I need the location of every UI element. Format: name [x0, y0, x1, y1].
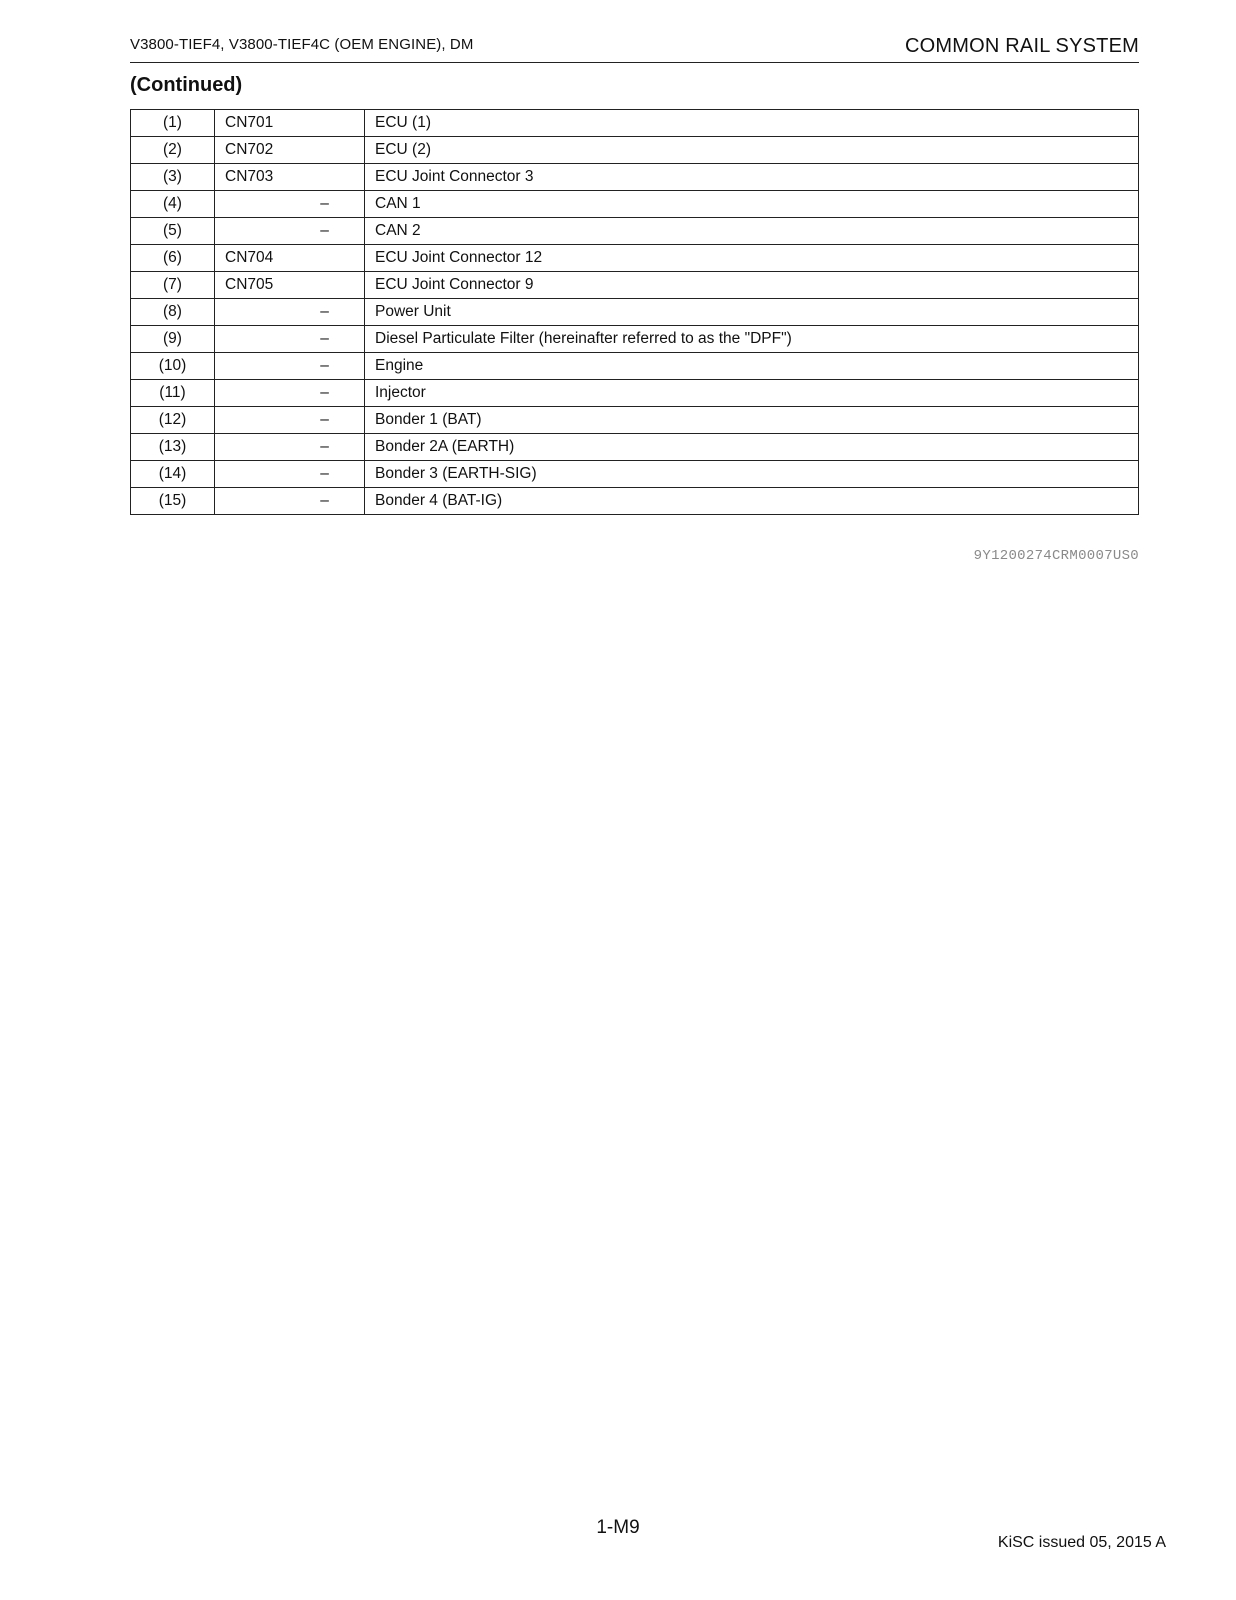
table-row — [131, 218, 1139, 245]
connector-code-dash: – — [320, 465, 329, 482]
table-row — [131, 272, 1139, 299]
connector-code — [215, 299, 365, 326]
item-description: Bonder 2A (EARTH) — [365, 434, 1139, 461]
connector-code — [215, 353, 365, 380]
connector-code-dash: – — [320, 492, 329, 509]
connector-code — [215, 218, 365, 245]
item-description: ECU Joint Connector 9 — [365, 272, 1139, 299]
table-row — [131, 299, 1139, 326]
connector-code: CN703 — [215, 164, 365, 191]
item-number: (13) — [131, 434, 215, 461]
table-row — [131, 326, 1139, 353]
table-row — [131, 137, 1139, 164]
item-number: (8) — [131, 299, 215, 326]
item-description: Bonder 1 (BAT) — [365, 407, 1139, 434]
connector-code-dash: – — [320, 303, 329, 320]
connector-code — [215, 488, 365, 515]
connector-code — [215, 461, 365, 488]
connector-code-dash: – — [320, 330, 329, 347]
item-description: ECU Joint Connector 3 — [365, 164, 1139, 191]
table-row — [131, 380, 1139, 407]
connector-code-dash: – — [320, 384, 329, 401]
table-row — [131, 164, 1139, 191]
table-row — [131, 461, 1139, 488]
connector-code: CN705 — [215, 272, 365, 299]
connector-code: CN702 — [215, 137, 365, 164]
item-number: (2) — [131, 137, 215, 164]
connector-code-dash: – — [320, 195, 329, 212]
table-row — [131, 407, 1139, 434]
item-description: CAN 1 — [365, 191, 1139, 218]
item-description: CAN 2 — [365, 218, 1139, 245]
connector-code — [215, 434, 365, 461]
item-number: (1) — [131, 110, 215, 137]
item-number: (14) — [131, 461, 215, 488]
item-number: (3) — [131, 164, 215, 191]
table-row — [131, 488, 1139, 515]
connector-code-dash: – — [320, 222, 329, 239]
item-description: Injector — [365, 380, 1139, 407]
connector-code-dash: – — [320, 411, 329, 428]
item-number: (10) — [131, 353, 215, 380]
table-row — [131, 353, 1139, 380]
table-row — [131, 434, 1139, 461]
document-code: 9Y1200274CRM0007US0 — [973, 548, 1139, 564]
page-number: 1-M9 — [596, 1517, 640, 1538]
item-description: ECU (1) — [365, 110, 1139, 137]
item-number: (12) — [131, 407, 215, 434]
table-row — [131, 191, 1139, 218]
connector-code — [215, 191, 365, 218]
connector-code — [215, 326, 365, 353]
item-description: ECU (2) — [365, 137, 1139, 164]
item-description: ECU Joint Connector 12 — [365, 245, 1139, 272]
connector-code — [215, 380, 365, 407]
connector-code: CN701 — [215, 110, 365, 137]
item-number: (5) — [131, 218, 215, 245]
issue-note: KiSC issued 05, 2015 A — [997, 1534, 1166, 1551]
item-description: Power Unit — [365, 299, 1139, 326]
header-model: V3800-TIEF4, V3800-TIEF4C (OEM ENGINE), DM — [130, 36, 474, 53]
item-description: Diesel Particulate Filter (hereinafter referred to as the "DPF") — [365, 326, 1139, 353]
item-number: (6) — [131, 245, 215, 272]
header-divider — [130, 62, 1139, 63]
item-number: (11) — [131, 380, 215, 407]
connector-table — [130, 109, 1139, 515]
item-number: (4) — [131, 191, 215, 218]
table-row — [131, 245, 1139, 272]
table-row — [131, 110, 1139, 137]
page-title: (Continued) — [130, 74, 243, 96]
header-section-title: COMMON RAIL SYSTEM — [905, 35, 1139, 57]
item-description: Bonder 4 (BAT-IG) — [365, 488, 1139, 515]
connector-code: CN704 — [215, 245, 365, 272]
item-number: (7) — [131, 272, 215, 299]
item-description: Bonder 3 (EARTH-SIG) — [365, 461, 1139, 488]
item-number: (15) — [131, 488, 215, 515]
connector-code — [215, 407, 365, 434]
connector-code-dash: – — [320, 438, 329, 455]
connector-code-dash: – — [320, 357, 329, 374]
item-description: Engine — [365, 353, 1139, 380]
item-number: (9) — [131, 326, 215, 353]
